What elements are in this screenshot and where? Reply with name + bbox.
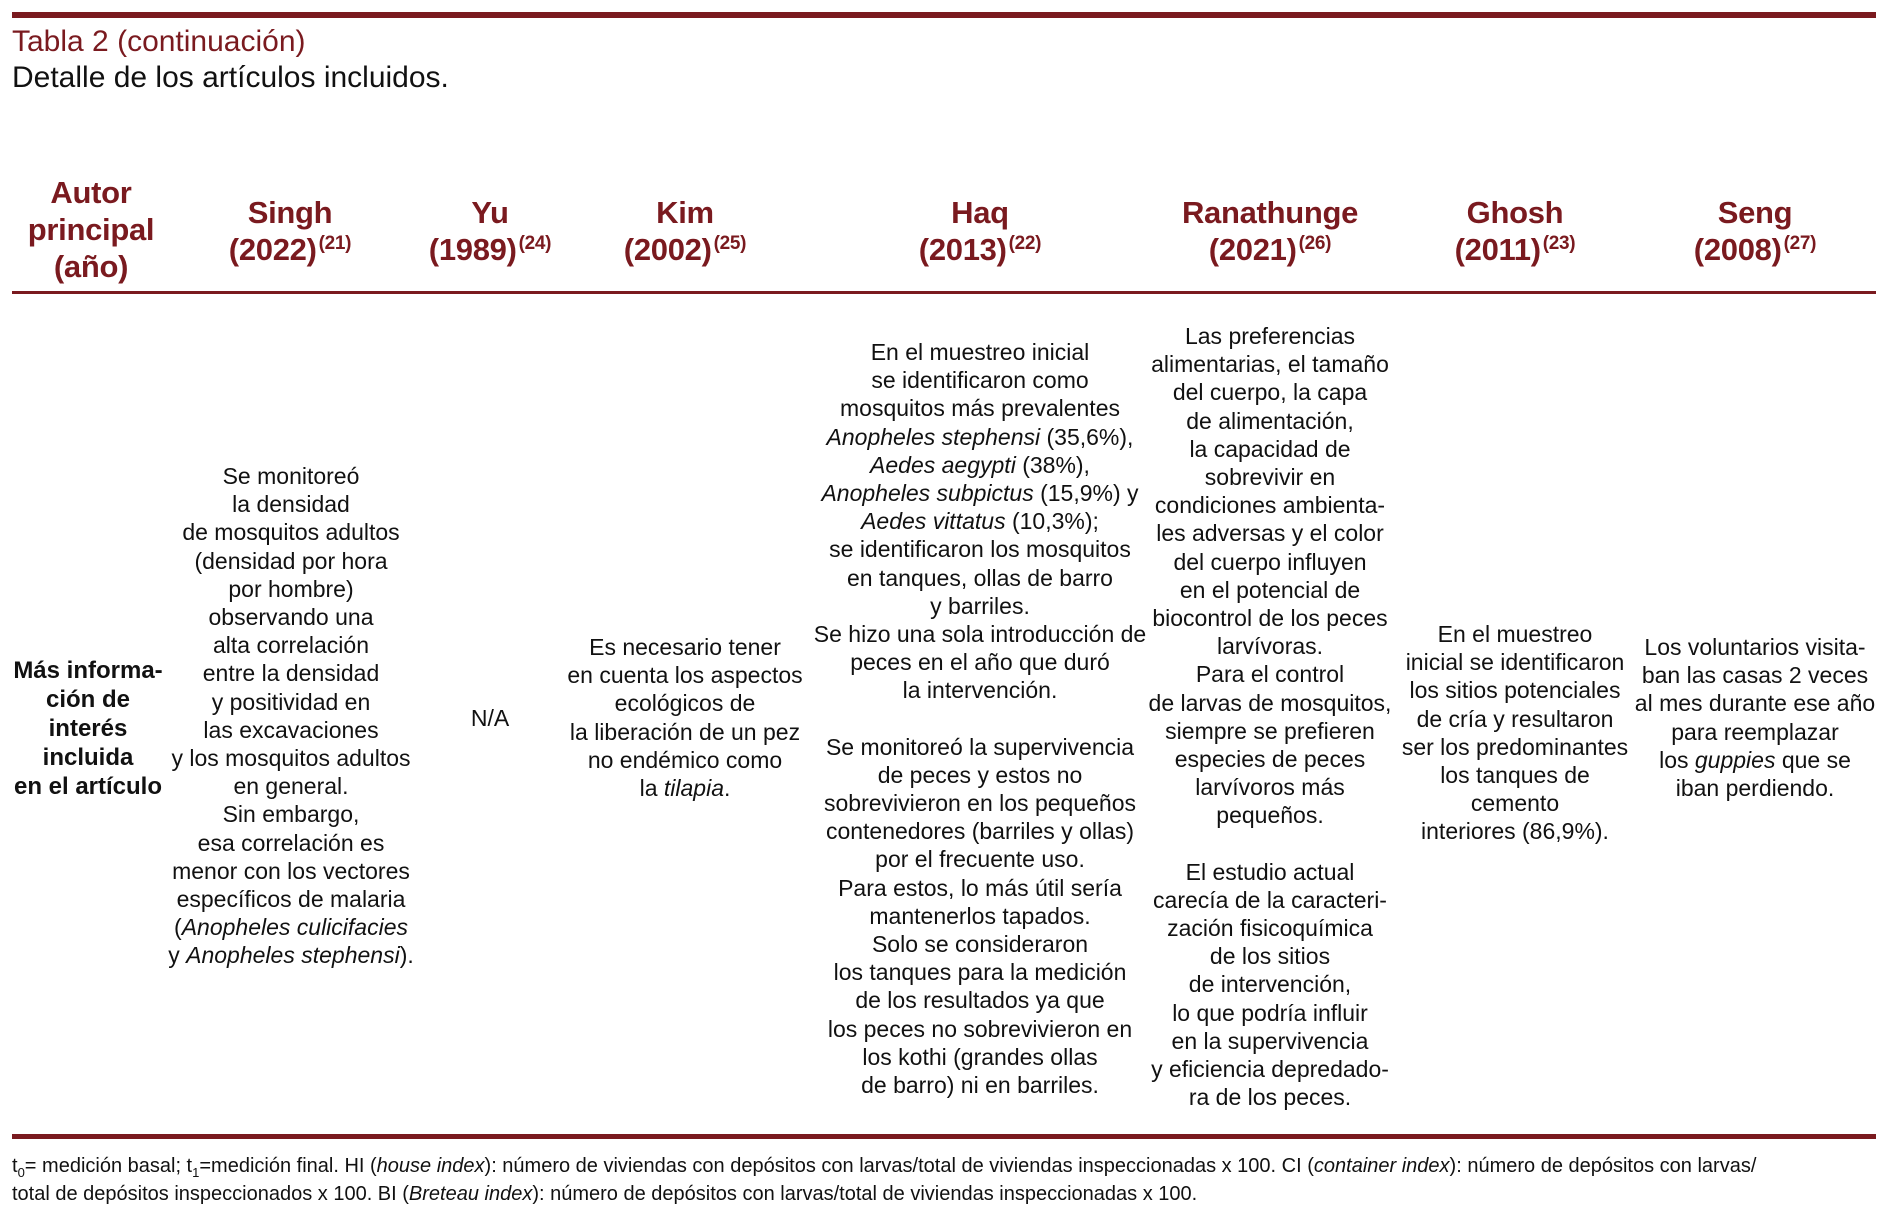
row-label-line: Más informa- [13,657,163,684]
cell-ranathunge [1140,322,1400,1111]
table-title: Detalle de los artículos incluidos. [12,61,449,94]
header-ref: (25) [713,232,747,254]
header-name: Kim [656,195,714,230]
footnote-term: house index [376,1155,485,1177]
footnote-text: total de depósitos inspeccionados x 100. BI ( [12,1183,409,1205]
cell-text: (15,9%) y [1033,480,1139,507]
header-year: (2002) [623,232,712,267]
cell-text: ). [399,942,414,969]
footnote-text: t [12,1155,18,1177]
header-name: Ranathunge [1181,195,1359,230]
cell-text: y [168,942,187,969]
footnote-text: ): número de viviendas con depósitos con larvas/total de viviendas inspeccionadas x 100. CI ( [484,1155,1314,1177]
table-label: Tabla 2 (continuación) [12,25,306,58]
header-rule [12,291,1876,294]
footnote-sub: 1 [192,1165,200,1180]
header-year: (2022) [228,232,317,267]
header-ref: (22) [1008,232,1042,254]
species-name: Anopheles subpictus [821,480,1034,507]
header-name: Singh [247,195,333,230]
header-seng [1630,194,1880,268]
cell-text: ( [174,914,182,941]
header-name: Yu [471,195,509,230]
cell-text: Se monitoreó la densidad de mosquitos adultos (densidad por hora por hombre) observando una alta correlación entre la densidad y positividad en las excavaciones y los mosquitos adultos en general. Sin embargo, esa correlación es menor con los vectores específicos de malaria [171,463,411,913]
header-year: (2013) [918,232,1007,267]
species-name: tilapia [663,775,724,802]
table-footnote [12,1152,1874,1208]
header-author-line2: principal [27,212,155,247]
row-label-line: en el artículo [13,773,163,800]
species-name: Aedes aegypti [870,451,1016,478]
cell-text: (38%), [1015,451,1090,478]
cell-seng [1630,633,1880,802]
cell-text: Es necesario tener en cuenta los aspectos ecológicos de la liberación de un pez no endémico como la [567,634,803,802]
cell-text: . [724,775,731,802]
header-ghosh [1400,194,1630,268]
header-ranathunge [1140,194,1400,268]
cell-text: Los voluntarios visita- ban las casas 2 veces al mes durante ese año para reemplazar los [1634,634,1876,773]
table-caption [12,24,449,96]
header-author-line1: Autor [50,175,132,210]
cell-text: que se iban perdiendo. [1675,746,1851,802]
cell-singh [166,462,416,970]
species-name: Anopheles stephensi [826,423,1041,450]
species-name: Anopheles stephensi [186,942,400,969]
header-kim [580,194,790,268]
cell-text: se identificaron los mosquitos en tanques, ollas de barro y barriles. Se hizo una sola introducción de peces en el año que duró la intervención. [813,536,1147,704]
header-year: (2011) [1454,232,1541,267]
header-author-line3: (año) [53,249,129,284]
cell-text: Se monitoreó la supervivencia de peces y estos no sobrevivieron en los pequeños contenedores (barriles y ollas) por el frecuente uso. Para estos, lo más útil sería mantenerlos tapados. Solo se consideraron los tanques para la medición de los resultados ya que los peces no sobrevivieron en los kothi (grandes ollas de barro) ni en barriles. [824,733,1136,1099]
footnote-text: =medición final. HI ( [199,1155,377,1177]
footnote-sub: 0 [17,1165,25,1180]
footnote-text: ): número de depósitos con larvas/total de viviendas inspeccionadas x 100. [532,1183,1198,1205]
cell-haq [810,338,1150,1099]
row-label-line: ción de interés [45,686,130,742]
species-name: Anopheles culicifacies [181,914,408,941]
header-year: (1989) [428,232,517,267]
table-header [0,175,1886,288]
header-ref: (24) [518,232,552,254]
cell-text: En el muestreo inicial se identificaron los sitios potenciales de cría y resultaron ser los predominantes los tanques de cemento interiores (86,9%). [1401,621,1629,845]
header-singh [180,194,400,268]
header-year: (2021) [1208,232,1297,267]
footer-rule [12,1134,1876,1139]
header-ref: (23) [1542,232,1576,254]
cell-kim [560,633,810,802]
row-label [8,656,168,801]
header-name: Seng [1717,195,1793,230]
footnote-text: = medición basal; t [24,1155,193,1177]
header-yu [400,194,580,268]
cell-yu [420,704,560,732]
header-ref: (26) [1298,232,1332,254]
footnote-text: ): número de depósitos con larvas/ [1449,1155,1757,1177]
cell-text: El estudio actual carecía de la caracteri- zación fisicoquímica de los sitios de intervención, lo que podría influir en la supervivencia y eficiencia depredado- ra de los peces. [1151,858,1389,1111]
header-ref: (21) [318,232,352,254]
cell-text: En el muestreo inicial se identificaron como mosquitos más prevalentes [840,339,1120,422]
cell-text: (35,6%), [1040,423,1134,450]
cell-text: N/A [470,705,510,731]
header-name: Ghosh [1466,195,1564,230]
species-name: Aedes vittatus [861,508,1006,535]
cell-ghosh [1400,620,1630,846]
cell-text: Las preferencias alimentarias, el tamaño del cuerpo, la capa de alimentación, la capacidad de sobrevivir en condiciones ambienta- les adversas y el color del cuerpo influyen en el potencial de biocontrol de los peces larvívoras. Para el control de larvas de mosquitos, siempre se prefieren especies de peces larvívoros más pequeños. [1148,323,1392,829]
header-author [8,174,174,285]
top-rule [12,12,1876,18]
header-haq [820,194,1140,268]
header-name: Haq [951,195,1009,230]
header-ref: (27) [1783,232,1817,254]
species-name: guppies [1694,746,1776,773]
footnote-term: container index [1313,1155,1450,1177]
row-label-line: incluida [42,744,134,771]
header-year: (2008) [1693,232,1782,267]
cell-text: (10,3%); [1005,508,1099,535]
footnote-term: Breteau index [408,1183,533,1205]
